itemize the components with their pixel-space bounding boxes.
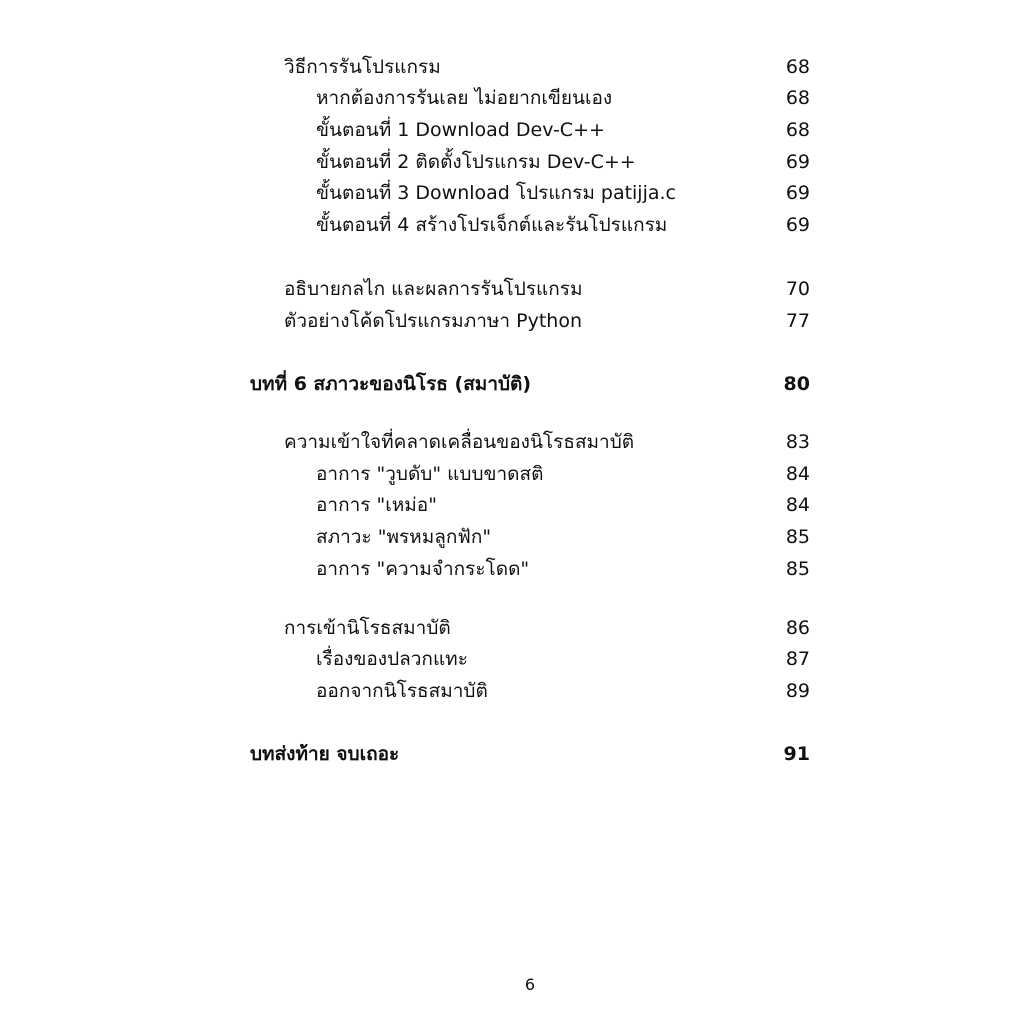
toc-entry-page: 68 [785,56,810,78]
toc-entry [0,305,1024,337]
toc-entry-page: 84 [785,494,810,516]
toc-entry [0,273,1024,305]
toc-entry-title: ขั้นตอนที่ 1 Download Dev-C++ [316,119,605,141]
toc-entry [0,51,1024,83]
toc-entry-title: เรื่องของปลวกแทะ [316,648,468,670]
toc-entry [0,458,1024,490]
toc-entry-title: ตัวอย่างโค้ดโปรแกรมภาษา Python [284,310,582,332]
toc-chapter-entry [0,738,1024,770]
toc-entry-page: 68 [785,87,810,109]
toc-entry-page: 85 [785,526,810,548]
toc-entry-title: ขั้นตอนที่ 3 Download โปรแกรม patijja.c [316,182,676,204]
toc-entry-title: อาการ "เหม่อ" [316,494,437,516]
toc-entry [0,146,1024,178]
toc-chapter-entry [0,368,1024,400]
toc-entry-page: 69 [785,182,810,204]
toc-entry-page: 84 [785,463,810,485]
toc-entry-page: 86 [785,617,810,639]
toc-entry [0,553,1024,585]
toc-entry-page: 70 [785,278,810,300]
toc-entry-page: 87 [785,648,810,670]
toc-entry-title: อาการ "ความจำกระโดด" [316,558,530,580]
toc-entry-page: 89 [785,680,810,702]
toc-entry-title: อธิบายกลไก และผลการรันโปรแกรม [284,278,583,300]
toc-entry-page: 80 [783,373,810,395]
toc-entry [0,521,1024,553]
toc-entry [0,177,1024,209]
toc-entry-title: ขั้นตอนที่ 2 ติดตั้งโปรแกรม Dev-C++ [316,151,636,173]
toc-entry [0,114,1024,146]
toc-entry-page: 77 [785,310,810,332]
toc-entry [0,489,1024,521]
toc-entry-page: 91 [783,743,810,765]
toc-entry-page: 83 [785,431,810,453]
toc-entry-title: ความเข้าใจที่คลาดเคลื่อนของนิโรธสมาบัติ [284,431,635,453]
toc-entry [0,643,1024,675]
toc-entry [0,82,1024,114]
toc-entry-title: สภาวะ "พรหมลูกฟัก" [316,526,492,548]
toc-entry-page: 69 [785,151,810,173]
toc-entry-page: 69 [785,214,810,236]
toc-entry [0,209,1024,241]
toc-entry-title: หากต้องการรันเลย ไม่อยากเขียนเอง [316,87,613,109]
toc-entry-title: บทส่งท้าย จบเถอะ [250,743,400,765]
toc-entry [0,675,1024,707]
toc-entry-title: อาการ "วูบดับ" แบบขาดสติ [316,463,544,485]
toc-entry-title: การเข้านิโรธสมาบัติ [284,617,451,639]
toc-entry-page: 85 [785,558,810,580]
toc-entry-title: ขั้นตอนที่ 4 สร้างโปรเจ็กต์และรันโปรแกรม [316,214,668,236]
toc-entry-title: วิธีการรันโปรแกรม [284,56,441,78]
toc-entry [0,612,1024,644]
toc-entry [0,426,1024,458]
toc-entry-page: 68 [785,119,810,141]
toc-entry-title: ออกจากนิโรธสมาบัติ [316,680,488,702]
page-number: 6 [524,975,536,994]
toc-entry-title: บทที่ 6 สภาวะของนิโรธ (สมาบัติ) [250,373,532,395]
